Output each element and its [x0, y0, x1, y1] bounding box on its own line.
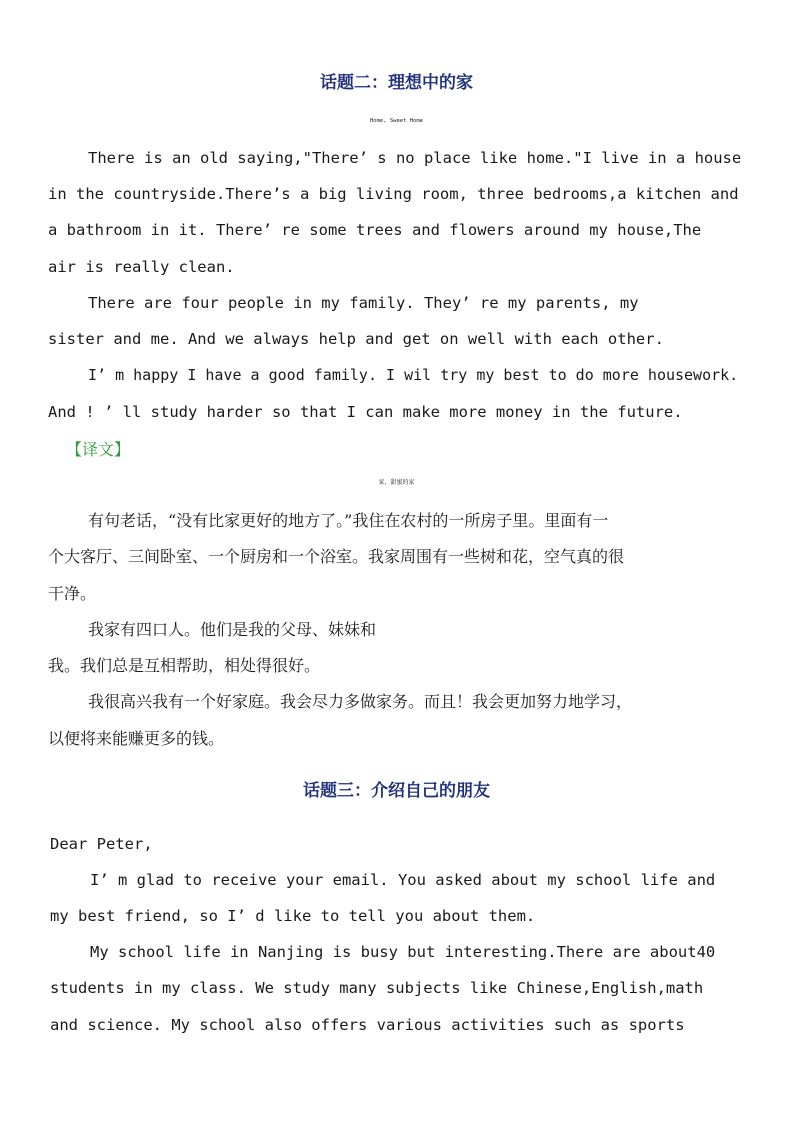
topic2-cn-line-7: 以便将来能赚更多的钱。 — [48, 729, 225, 748]
text: There is an old saying,"There’ s no place like home."I live in a house — [88, 149, 742, 167]
topic2-en-line-2: in the countryside.There’s a big living room, three bedrooms,a kitchen and — [48, 185, 739, 203]
topic3-line-3: My school life in Nanjing is busy but interesting.There are about40 — [90, 943, 716, 961]
topic2-en-line-3: a bathroom in it. There’ re some trees and flowers around my house,The — [48, 221, 702, 239]
topic2-cn-line-5: 我。我们总是互相帮助，相处得很好。 — [48, 656, 321, 675]
topic2-heading: 话题二：理想中的家 — [320, 73, 473, 93]
topic2-en-line-6: sister and me. And we always help and get on well with each other. — [48, 330, 664, 348]
topic2-cn-line-4: 我家有四口人。他们是我的父母、妹妹和 — [88, 620, 377, 639]
topic3-salutation: Dear Peter, — [50, 835, 153, 853]
topic3-heading: 话题三：介绍自己的朋友 — [303, 781, 490, 801]
topic3-line-4: students in my class. We study many subjects like Chinese,English,math — [50, 979, 704, 997]
translation-tag: 【译文】 — [66, 440, 131, 459]
topic2-en-line-5: There are four people in my family. They’ re my parents, my — [88, 294, 639, 312]
topic2-en-line-8: And ! ’ ll study harder so that I can make more money in the future. — [48, 403, 683, 421]
topic2-en-line-7: I’ m happy I have a good family. I wil try my best to do more housework. — [88, 366, 739, 384]
topic3-line-5: and science. My school also offers various activities such as sports — [50, 1016, 685, 1034]
topic3-line-1: I’ m glad to receive your email. You asked about my school life and — [90, 871, 716, 889]
topic2-en-line-1 — [88, 148, 742, 168]
topic2-cn-line-3: 干净。 — [48, 584, 97, 603]
topic2-title-cn: 家，甜蜜的家 — [378, 479, 415, 486]
topic2-cn-line-6: 我很高兴我有一个好家庭。我会尽力多做家务。而且！我会更加努力地学习， — [88, 692, 633, 711]
topic2-cn-line-1: 有句老话，“没有比家更好的地方了。”我住在农村的一所房子里。里面有一 — [88, 511, 609, 530]
topic3-line-2: my best friend, so I’ d like to tell you about them. — [50, 907, 536, 925]
topic2-cn-line-2: 个大客厅、三间卧室、一个厨房和一个浴室。我家周围有一些树和花，空气真的很 — [48, 547, 625, 566]
topic2-title-en: Home, Sweet Home — [370, 118, 423, 124]
topic2-en-line-4: air is really clean. — [48, 258, 235, 276]
